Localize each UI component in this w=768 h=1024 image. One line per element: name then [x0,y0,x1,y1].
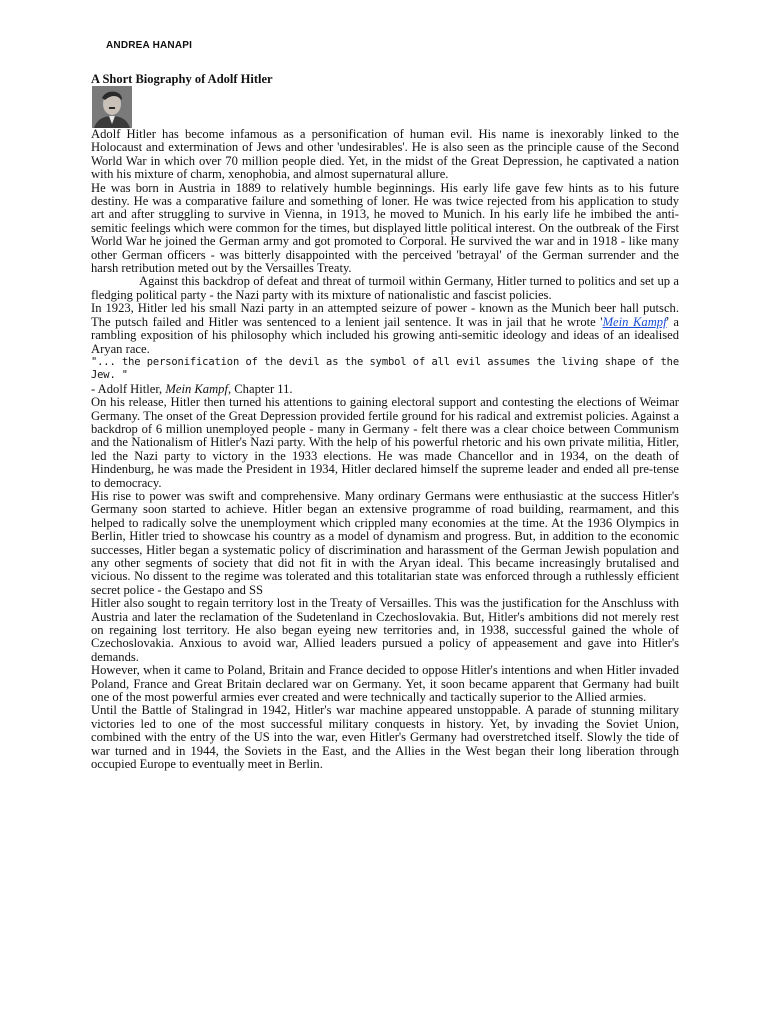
author-name: ANDREA HANAPI [106,40,193,51]
biography-body [91,128,679,772]
document-title: A Short Biography of Adolf Hitler [91,72,273,86]
paragraph: He was born in Austria in 1889 to relatively humble beginnings. His early life gave few hints as to his future destiny. He was a comparative failure and something of loner. He was twice rejected from his application to study art and after struggling to survive in Vienna, in 1913, he moved to Munich. In his early life he imbibed the anti-semitic feelings which were common for the times, but displayed little political interest. On the outbreak of the First World War he joined the German army and got promoted to Corporal. He survived the war and in 1918 - like many other German officers - was bitterly disappointed with the perceived 'betrayal' of the German surrender and the harsh retribution meted out by the Versailles Treaty. [91,180,679,276]
paragraph-text: In 1923, Hitler led his small Nazi party in an attempted seizure of power - known as the Munich beer hall putsch. The putsch failed and Hitler was sentenced to a lenient jail sentence. It was in jail that he wrote ' [91,301,679,329]
attribution-suffix: , Chapter 11. [227,381,293,396]
paragraph: Adolf Hitler has become infamous as a personification of human evil. His name is inexorably linked to the Holocaust and extermination of Jews and other 'undesirables'. He is also seen as the principle cause of the Second World War in which over 70 million people died. Yet, in the midst of the Great Depression, he captivated a nation with his mixture of charm, xenophobia, and almost supernatural allure. [91,127,679,182]
paragraph: Until the Battle of Stalingrad in 1942, Hitler's war machine appeared unstoppable. A parade of stunning military victories led to one of the most successful military conquests in history. Yet, by invading the Soviet Union, combined with the entry of the US into the war, even Hitler's Germany had overstretched itself. Slowly the tide of war turned and in 1944, the Soviets in the East, and the Allies in the West began their long liberation through occupied Europe to eventually meet in Berlin. [91,703,679,772]
paragraph: On his release, Hitler then turned his attentions to gaining electoral support and contesting the elections of Weimar Germany. The onset of the Great Depression provided fertile ground for his radical and extremist policies. Against a backdrop of 6 million unemployed people - many in Germany - felt there was a clear choice between Communism and the Nationalism of Hitler's Nazi party. With the help of his powerful rhetoric and his own private militia, Hitler, led the Nazi party to victory in the 1933 elections. He was made Chancellor and in 1934, on the death of Hindenburg, he was made the President in 1934, Hitler declared himself the supreme leader and ended all pre-tense to democracy. [91,395,679,490]
attribution-prefix: - Adolf Hitler, [91,381,166,396]
paragraph-text: ' a rambling exposition of his philosophy which included his growing anti-semitic ideology and ideas of an idealised Aryan race. [91,314,680,356]
portrait-image [92,86,132,128]
portrait-photo [92,86,132,128]
quote-attribution [91,383,679,396]
quotation: "... the personification of the devil as the symbol of all evil assumes the living shape of the Jew. " [91,355,679,382]
mein-kampf-link[interactable]: Mein Kampf [602,314,667,329]
attribution-book: Mein Kampf [165,381,228,396]
paragraph: His rise to power was swift and comprehensive. Many ordinary Germans were enthusiastic at the success Hitler's Germany soon started to achieve. Hitler began an extensive programme of road building, rearmament, and this helped to radically solve the unemployment which crippled many economies at the time. At the 1936 Olympics in Berlin, Hitler tried to showcase his country as a model of dynamism and progress. But, in addition to the economic successes, Hitler began a systematic policy of discrimination and harassment of the German Jewish population and any other segments of society that did not fit in with the Aryan ideal. This became increasingly brutalised and vicious. No dissent to the regime was tolerated and this totalitarian state was enforced through a ruthlessly efficient secret police - the Gestapo and SS [91,488,679,597]
paragraph: Hitler also sought to regain territory lost in the Treaty of Versailles. This was the justification for the Anschluss with Austria and later the reclamation of the Sudetenland in Czechoslovakia. But, Hitler's ambitions did not merely rest on regaining lost territory. He also began eyeing new territories and, in 1938, successful gained the whole of Czechoslovakia. Anxious to avoid war, Allied leaders pursued a policy of appeasement and gave into Hitler's demands. [91,596,679,664]
paragraph: Against this backdrop of defeat and threat of turmoil within Germany, Hitler turned to politics and set up a fledging political party - the Nazi party with its mixture of nationalistic and fascist policies. [91,274,679,302]
paragraph: However, when it came to Poland, Britain and France decided to oppose Hitler's intentions and when Hitler invaded Poland, France and Great Britain declared war on Germany. Yet, it soon became apparent that Germany had built one of the most powerful armies ever created and were technically and tactically superior to the Allied armies. [91,663,679,705]
paragraph [91,302,679,356]
